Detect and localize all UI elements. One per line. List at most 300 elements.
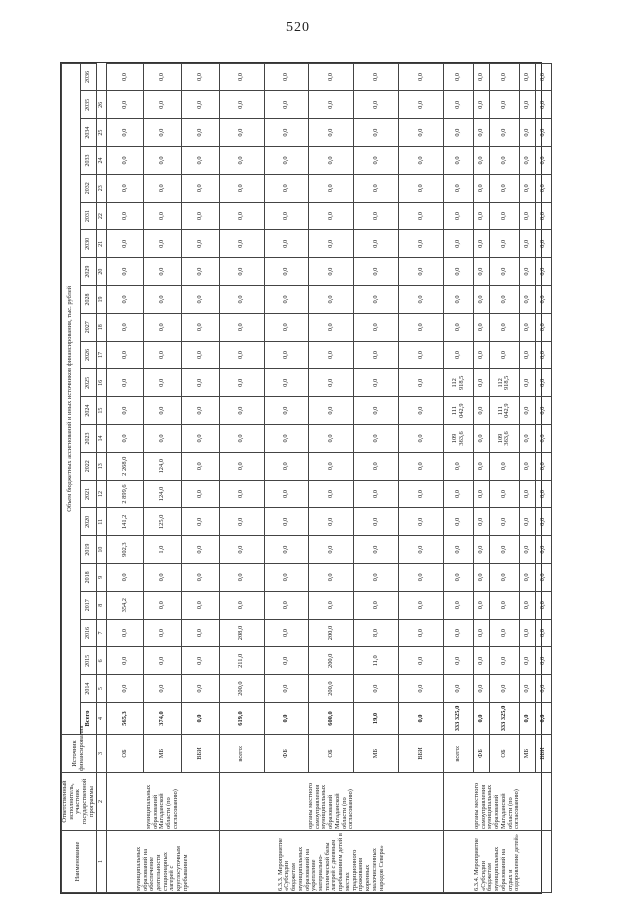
year-value: 0,0 (489, 258, 519, 286)
year-value: 0,0 (399, 258, 444, 286)
year-value: 0,0 (182, 286, 220, 314)
year-value: 0,0 (354, 536, 399, 564)
year-value: 0,0 (519, 452, 535, 480)
year-value: 0,0 (519, 91, 535, 119)
year-value: 0,0 (219, 258, 264, 286)
year-value: 124,0 (144, 452, 182, 480)
year-value: 0,0 (182, 619, 220, 647)
year-value: 0,0 (144, 230, 182, 258)
table-row (264, 63, 309, 892)
year-value: 0,0 (399, 508, 444, 536)
year-value: 0,0 (444, 174, 474, 202)
year-value: 0,0 (106, 564, 144, 592)
year-value: 0,0 (489, 564, 519, 592)
funding-source: МБ (144, 735, 182, 773)
year-value: 0,0 (144, 647, 182, 675)
year-value: 0,0 (309, 63, 354, 91)
year-value: 124,0 (144, 480, 182, 508)
year-value: 0,0 (399, 564, 444, 592)
year-value: 0,0 (182, 369, 220, 397)
year-value: 0,0 (489, 508, 519, 536)
header-year: 2032 (80, 174, 96, 202)
year-value: 0,0 (106, 258, 144, 286)
year-value: 0,0 (182, 147, 220, 175)
year-value: 0,0 (144, 619, 182, 647)
column-number: 9 (96, 564, 106, 592)
year-value: 0,0 (144, 202, 182, 230)
year-value: 0,0 (444, 147, 474, 175)
rotated-table-frame (61, 63, 546, 893)
year-value: 0,0 (309, 397, 354, 425)
column-number: 13 (96, 452, 106, 480)
header-year: 2019 (80, 536, 96, 564)
row-total: 0,0 (519, 703, 535, 735)
year-value: 0,0 (399, 341, 444, 369)
year-value: 0,0 (535, 619, 551, 647)
year-value: 0,0 (106, 369, 144, 397)
row-total: 0,0 (182, 703, 220, 735)
year-value: 0,0 (182, 564, 220, 592)
funding-source: ВБИ (535, 735, 551, 773)
year-value: 0,0 (182, 174, 220, 202)
year-value: 0,0 (444, 564, 474, 592)
year-value: 0,0 (354, 313, 399, 341)
year-value: 0,0 (519, 258, 535, 286)
year-value: 0,0 (474, 119, 490, 147)
year-value: 0,0 (489, 452, 519, 480)
year-value: 0,0 (519, 425, 535, 453)
table-header (62, 63, 107, 892)
column-number: 7 (96, 619, 106, 647)
year-value: 0,0 (519, 369, 535, 397)
year-value: 0,0 (519, 564, 535, 592)
year-value: 0,0 (535, 369, 551, 397)
year-value: 0,0 (106, 397, 144, 425)
year-value: 0,0 (399, 63, 444, 91)
year-value: 0,0 (535, 174, 551, 202)
year-value: 0,0 (399, 119, 444, 147)
year-value: 0,0 (519, 675, 535, 703)
year-value: 0,0 (106, 63, 144, 91)
year-value: 0,0 (535, 536, 551, 564)
year-value: 0,0 (219, 202, 264, 230)
year-value: 111 042,9 (489, 397, 519, 425)
year-value: 0,0 (309, 564, 354, 592)
year-value: 0,0 (474, 63, 490, 91)
header-year: 2031 (80, 202, 96, 230)
year-value: 0,0 (519, 536, 535, 564)
year-value: 0,0 (519, 341, 535, 369)
year-value: 0,0 (309, 174, 354, 202)
year-value: 0,0 (264, 536, 309, 564)
row-total: 600,0 (309, 703, 354, 735)
table-row (489, 63, 519, 892)
year-value: 0,0 (144, 63, 182, 91)
year-value: 0,0 (354, 258, 399, 286)
year-value: 0,0 (535, 564, 551, 592)
year-value: 0,0 (489, 313, 519, 341)
year-value: 0,0 (264, 230, 309, 258)
year-value: 0,0 (399, 452, 444, 480)
year-value: 902,3 (106, 536, 144, 564)
year-value: 11,0 (354, 647, 399, 675)
year-value: 0,0 (219, 397, 264, 425)
year-value: 0,0 (535, 425, 551, 453)
year-value: 0,0 (519, 230, 535, 258)
column-number: 4 (96, 703, 106, 735)
year-value: 0,0 (264, 147, 309, 175)
year-value: 0,0 (144, 147, 182, 175)
page-number: 520 (286, 20, 310, 35)
year-value: 0,0 (264, 452, 309, 480)
year-value: 0,0 (182, 480, 220, 508)
table-row (182, 63, 220, 892)
table-row (219, 63, 264, 892)
year-value: 0,0 (264, 397, 309, 425)
year-value: 0,0 (264, 286, 309, 314)
year-value: 125,0 (144, 508, 182, 536)
header-year: 2022 (80, 452, 96, 480)
header-year: 2020 (80, 508, 96, 536)
year-value: 0,0 (309, 369, 354, 397)
year-value: 0,0 (354, 174, 399, 202)
year-value: 0,0 (106, 313, 144, 341)
row-total: 0,0 (474, 703, 490, 735)
year-value: 111 042,9 (444, 397, 474, 425)
row-total: 0,0 (399, 703, 444, 735)
year-value: 0,0 (444, 63, 474, 91)
year-value: 200,0 (219, 675, 264, 703)
budget-table-container (60, 62, 546, 894)
year-value: 354,2 (106, 591, 144, 619)
year-value: 0,0 (519, 480, 535, 508)
year-value: 0,0 (106, 647, 144, 675)
year-value: 0,0 (535, 147, 551, 175)
year-value: 0,0 (144, 675, 182, 703)
row-total: 0,0 (535, 703, 551, 735)
year-value: 0,0 (354, 591, 399, 619)
year-value: 0,0 (144, 313, 182, 341)
header-year: 2016 (80, 619, 96, 647)
year-value: 0,0 (182, 63, 220, 91)
header-year: 2028 (80, 286, 96, 314)
funding-source: ВБИ (182, 735, 220, 773)
year-value: 0,0 (444, 91, 474, 119)
year-value: 0,0 (264, 675, 309, 703)
year-value: 0,0 (474, 508, 490, 536)
column-number: 6 (96, 647, 106, 675)
year-value: 0,0 (474, 258, 490, 286)
column-number: 16 (96, 369, 106, 397)
year-value: 0,0 (354, 63, 399, 91)
year-value: 0,0 (519, 119, 535, 147)
year-value: 0,0 (219, 286, 264, 314)
year-value: 0,0 (444, 258, 474, 286)
row-total: 0,0 (264, 703, 309, 735)
year-value: 0,0 (474, 564, 490, 592)
header-year: 2029 (80, 258, 96, 286)
header-year: 2026 (80, 341, 96, 369)
year-value: 0,0 (182, 230, 220, 258)
funding-source: ФБ (474, 735, 490, 773)
year-value: 0,0 (106, 286, 144, 314)
year-value: 0,0 (309, 313, 354, 341)
year-value: 211,0 (219, 647, 264, 675)
year-value: 0,0 (535, 258, 551, 286)
year-value: 0,0 (399, 397, 444, 425)
year-value: 0,0 (182, 452, 220, 480)
year-value: 0,0 (219, 480, 264, 508)
year-value: 0,0 (106, 147, 144, 175)
year-value: 0,0 (399, 675, 444, 703)
year-value: 0,0 (444, 536, 474, 564)
header-row (62, 63, 81, 892)
year-value: 0,0 (535, 591, 551, 619)
year-value: 0,0 (264, 508, 309, 536)
year-value: 0,0 (264, 564, 309, 592)
header-year: 2034 (80, 119, 96, 147)
year-value: 0,0 (489, 119, 519, 147)
year-value: 0,0 (309, 119, 354, 147)
column-number: 15 (96, 397, 106, 425)
year-value: 0,0 (535, 91, 551, 119)
year-value: 0,0 (106, 174, 144, 202)
year-value: 0,0 (535, 286, 551, 314)
year-value: 0,0 (182, 91, 220, 119)
year-value: 0,0 (106, 119, 144, 147)
year-value: 0,0 (444, 202, 474, 230)
year-value: 0,0 (399, 230, 444, 258)
header-year: 2023 (80, 425, 96, 453)
year-value: 0,0 (219, 536, 264, 564)
funding-source: ОБ (309, 735, 354, 773)
year-value: 0,0 (489, 647, 519, 675)
year-value: 0,0 (182, 425, 220, 453)
header-name: Наименование (62, 831, 97, 893)
header-budget-title: Объем бюджетных ассигнований и иных источников финансирования, тыс. рублей (62, 63, 81, 734)
year-value: 0,0 (474, 425, 490, 453)
year-value: 0,0 (144, 564, 182, 592)
year-value: 0,0 (354, 508, 399, 536)
funding-source: всего: (444, 735, 474, 773)
funding-source: ВБИ (399, 735, 444, 773)
year-value: 2 899,6 (106, 480, 144, 508)
year-value: 0,0 (535, 202, 551, 230)
header-year: 2015 (80, 647, 96, 675)
year-value: 0,0 (106, 675, 144, 703)
year-value: 0,0 (182, 313, 220, 341)
budget-table (61, 63, 552, 893)
year-value: 0,0 (399, 286, 444, 314)
year-value: 0,0 (219, 425, 264, 453)
year-value: 0,0 (519, 174, 535, 202)
year-value: 0,0 (182, 647, 220, 675)
year-value: 0,0 (219, 91, 264, 119)
year-value: 0,0 (309, 452, 354, 480)
year-value: 0,0 (264, 369, 309, 397)
year-value: 0,0 (444, 619, 474, 647)
row-total: 619,0 (219, 703, 264, 735)
year-value: 0,0 (489, 536, 519, 564)
executor-name: муниципальных образований Магаданской области (по согласованию) (106, 773, 219, 831)
year-value: 0,0 (444, 675, 474, 703)
year-value: 0,0 (264, 202, 309, 230)
year-value: 0,0 (474, 369, 490, 397)
year-value: 0,0 (144, 369, 182, 397)
year-value: 0,0 (474, 147, 490, 175)
year-value: 0,0 (219, 119, 264, 147)
year-value: 0,0 (474, 647, 490, 675)
year-value: 0,0 (144, 258, 182, 286)
header-year: 2021 (80, 480, 96, 508)
year-value: 0,0 (444, 480, 474, 508)
year-value: 200,0 (309, 675, 354, 703)
year-value: 0,0 (309, 286, 354, 314)
year-value: 0,0 (474, 452, 490, 480)
table-body (106, 63, 551, 892)
year-value: 0,0 (489, 202, 519, 230)
year-value: 0,0 (519, 508, 535, 536)
year-value: 0,0 (444, 591, 474, 619)
year-value: 0,0 (399, 174, 444, 202)
year-value: 0,0 (354, 675, 399, 703)
year-value: 0,0 (309, 480, 354, 508)
year-value: 0,0 (535, 63, 551, 91)
table-row (444, 63, 474, 892)
year-value: 0,0 (144, 119, 182, 147)
year-value: 0,0 (519, 286, 535, 314)
year-value: 0,0 (354, 147, 399, 175)
header-source: Источник финансирования (62, 735, 97, 773)
column-number: 18 (96, 313, 106, 341)
year-value: 0,0 (535, 119, 551, 147)
year-value: 0,0 (182, 119, 220, 147)
year-value: 0,0 (264, 91, 309, 119)
column-number: 2 (96, 773, 106, 831)
year-value: 0,0 (264, 647, 309, 675)
column-number: 5 (96, 675, 106, 703)
column-number: 8 (96, 591, 106, 619)
table-row (519, 63, 535, 892)
year-value: 0,0 (354, 425, 399, 453)
column-number: 10 (96, 536, 106, 564)
year-value: 0,0 (444, 119, 474, 147)
year-value: 0,0 (474, 397, 490, 425)
year-value: 0,0 (474, 619, 490, 647)
header-executor: Ответственный исполнитель, участник государственной программы (62, 773, 97, 831)
year-value: 0,0 (535, 313, 551, 341)
year-value: 0,0 (474, 230, 490, 258)
year-value: 0,0 (219, 230, 264, 258)
column-number: 20 (96, 258, 106, 286)
column-number: 26 (96, 91, 106, 119)
header-year: 2018 (80, 564, 96, 592)
year-value: 0,0 (144, 397, 182, 425)
year-value: 0,0 (309, 536, 354, 564)
year-value: 0,0 (444, 647, 474, 675)
year-value: 0,0 (474, 91, 490, 119)
year-value: 0,0 (354, 341, 399, 369)
year-value: 0,0 (519, 647, 535, 675)
column-number: 19 (96, 286, 106, 314)
year-value: 112 918,5 (489, 369, 519, 397)
funding-source: МБ (519, 735, 535, 773)
header-year: 2036 (80, 63, 96, 91)
year-value: 0,0 (399, 647, 444, 675)
year-value: 0,0 (264, 119, 309, 147)
year-value: 2 268,0 (106, 452, 144, 480)
year-value: 0,0 (489, 147, 519, 175)
year-value: 0,0 (519, 397, 535, 425)
column-number: 17 (96, 341, 106, 369)
year-value: 0,0 (444, 508, 474, 536)
year-value: 0,0 (219, 452, 264, 480)
table-row (354, 63, 399, 892)
year-value: 0,0 (144, 174, 182, 202)
table-row (106, 63, 144, 892)
year-value: 0,0 (535, 508, 551, 536)
year-value: 0,0 (144, 425, 182, 453)
funding-source: ОБ (489, 735, 519, 773)
year-value: 0,0 (399, 536, 444, 564)
header-year: 2035 (80, 91, 96, 119)
year-value: 0,0 (264, 341, 309, 369)
year-value: 0,0 (219, 591, 264, 619)
year-value: 0,0 (519, 147, 535, 175)
year-value: 0,0 (106, 230, 144, 258)
year-value: 0,0 (444, 230, 474, 258)
table-row (474, 63, 490, 892)
year-value: 109 363,6 (444, 425, 474, 453)
year-value: 0,0 (535, 452, 551, 480)
year-value: 0,0 (144, 91, 182, 119)
header-year: 2027 (80, 313, 96, 341)
year-value: 0,0 (444, 313, 474, 341)
year-value: 0,0 (106, 91, 144, 119)
year-value: 0,0 (264, 591, 309, 619)
column-number: 11 (96, 508, 106, 536)
year-value: 0,0 (106, 202, 144, 230)
column-number: 22 (96, 202, 106, 230)
year-value: 0,0 (474, 480, 490, 508)
year-value: 0,0 (444, 286, 474, 314)
funding-source: ОБ (106, 735, 144, 773)
year-value: 0,0 (489, 341, 519, 369)
year-value: 0,0 (474, 202, 490, 230)
column-number: 14 (96, 425, 106, 453)
header-year: 2030 (80, 230, 96, 258)
column-number: 23 (96, 174, 106, 202)
year-value: 0,0 (354, 369, 399, 397)
row-total: 374,0 (144, 703, 182, 735)
year-value: 0,0 (399, 619, 444, 647)
year-value: 0,0 (535, 230, 551, 258)
year-value: 0,0 (309, 147, 354, 175)
column-number: 25 (96, 119, 106, 147)
row-total: 333 325,0 (444, 703, 474, 735)
funding-source: МБ (354, 735, 399, 773)
year-value: 0,0 (182, 508, 220, 536)
year-value: 0,0 (399, 591, 444, 619)
year-value: 0,0 (309, 591, 354, 619)
year-value: 0,0 (354, 202, 399, 230)
year-value: 0,0 (309, 341, 354, 369)
year-value: 0,0 (106, 619, 144, 647)
year-value: 0,0 (264, 174, 309, 202)
year-value: 200,0 (309, 619, 354, 647)
funding-source: всего: (219, 735, 264, 773)
year-value: 0,0 (309, 425, 354, 453)
